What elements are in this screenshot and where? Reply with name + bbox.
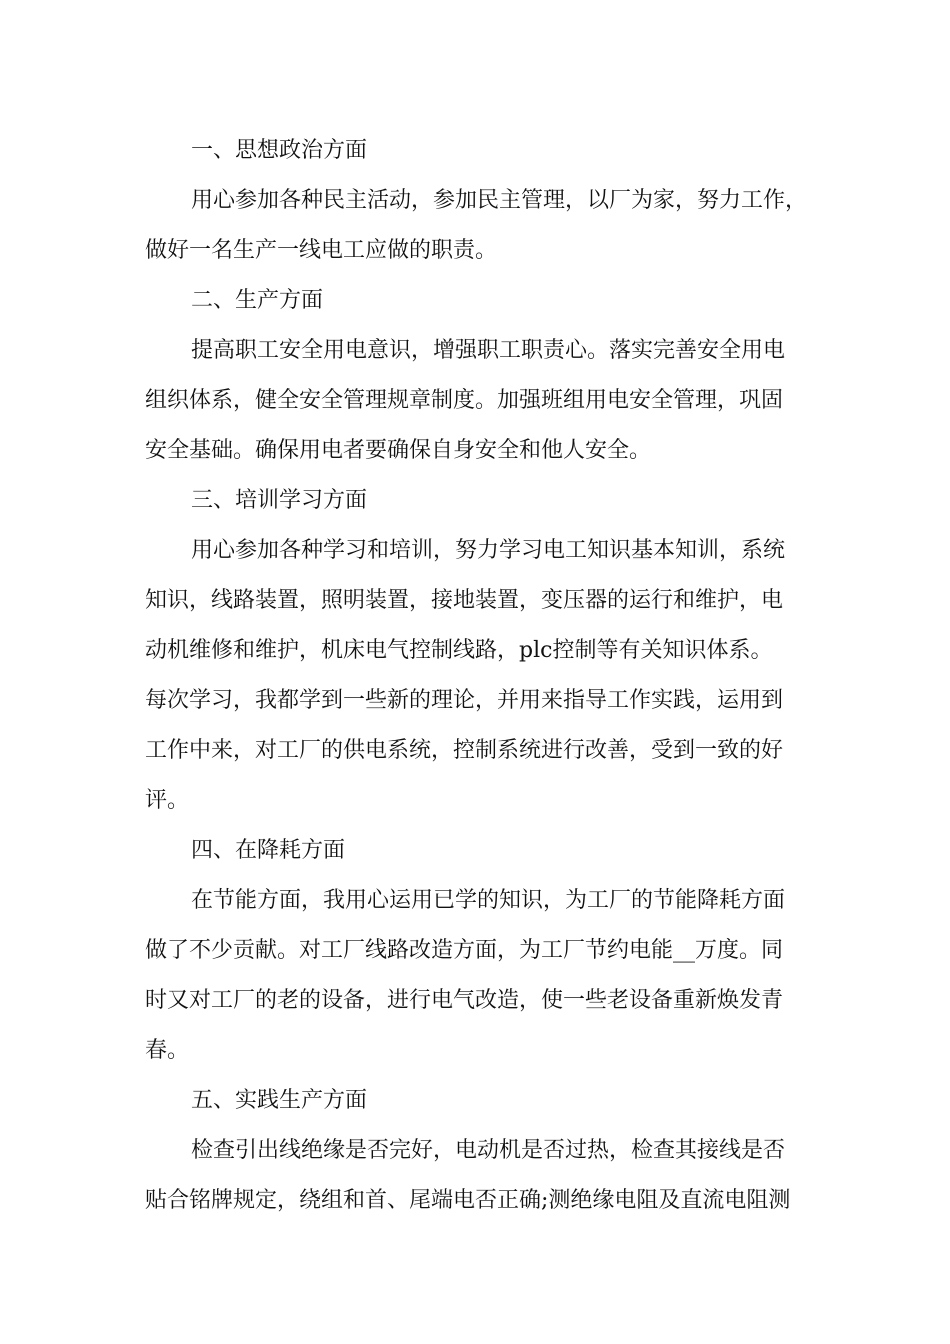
section-heading: 二、生产方面: [191, 288, 324, 313]
paragraph-line: 检查引出线绝缘是否完好，电动机是否过热，检查其接线是否: [191, 1138, 786, 1163]
section-political: [145, 126, 825, 276]
section-heading: 一、思想政治方面: [191, 138, 368, 163]
paragraph-line: 贴合铭牌规定，绕组和首、尾端电否正确;测绝缘电阻及直流电阻测: [145, 1188, 791, 1213]
paragraph-line: 每次学习，我都学到一些新的理论，并用来指导工作实践，运用到: [145, 688, 784, 713]
section-energy-saving: [145, 826, 825, 1076]
paragraph-line: 做了不少贡献。对工厂线路改造方面，为工厂节约电能__万度。同: [145, 938, 784, 963]
document-body: [145, 126, 825, 1226]
paragraph-line: 安全基础。确保用电者要确保自身安全和他人安全。: [145, 438, 652, 463]
section-production: [145, 276, 825, 476]
paragraph-line: 用心参加各种民主活动，参加民主管理，以厂为家，努力工作，: [191, 188, 808, 213]
section-heading: 五、实践生产方面: [191, 1088, 368, 1113]
paragraph-line: 用心参加各种学习和培训，努力学习电工知识基本知训，系统: [191, 538, 786, 563]
paragraph-line: 工作中来，对工厂的供电系统，控制系统进行改善，受到一致的好: [145, 738, 784, 763]
paragraph-line: 提高职工安全用电意识，增强职工职责心。落实完善安全用电: [191, 338, 786, 363]
section-training: [145, 476, 825, 826]
paragraph-line: 春。: [145, 1038, 190, 1063]
section-heading: 三、培训学习方面: [191, 488, 368, 513]
paragraph-line: 组织体系，健全安全管理规章制度。加强班组用电安全管理，巩固: [145, 388, 784, 413]
paragraph-line: 评。: [145, 788, 190, 813]
paragraph-line: 知识，线路装置，照明装置，接地装置，变压器的运行和维护，电: [145, 588, 784, 613]
paragraph-line: 时又对工厂的老的设备，进行电气改造，使一些老设备重新焕发青: [145, 988, 784, 1013]
section-practice: [145, 1076, 825, 1226]
paragraph-line: 动机维修和维护，机床电气控制线路，plc控制等有关知识体系。: [145, 638, 773, 663]
section-heading: 四、在降耗方面: [191, 838, 346, 863]
paragraph-line: 在节能方面，我用心运用已学的知识，为工厂的节能降耗方面: [191, 888, 786, 913]
paragraph-line: 做好一名生产一线电工应做的职责。: [145, 238, 498, 263]
